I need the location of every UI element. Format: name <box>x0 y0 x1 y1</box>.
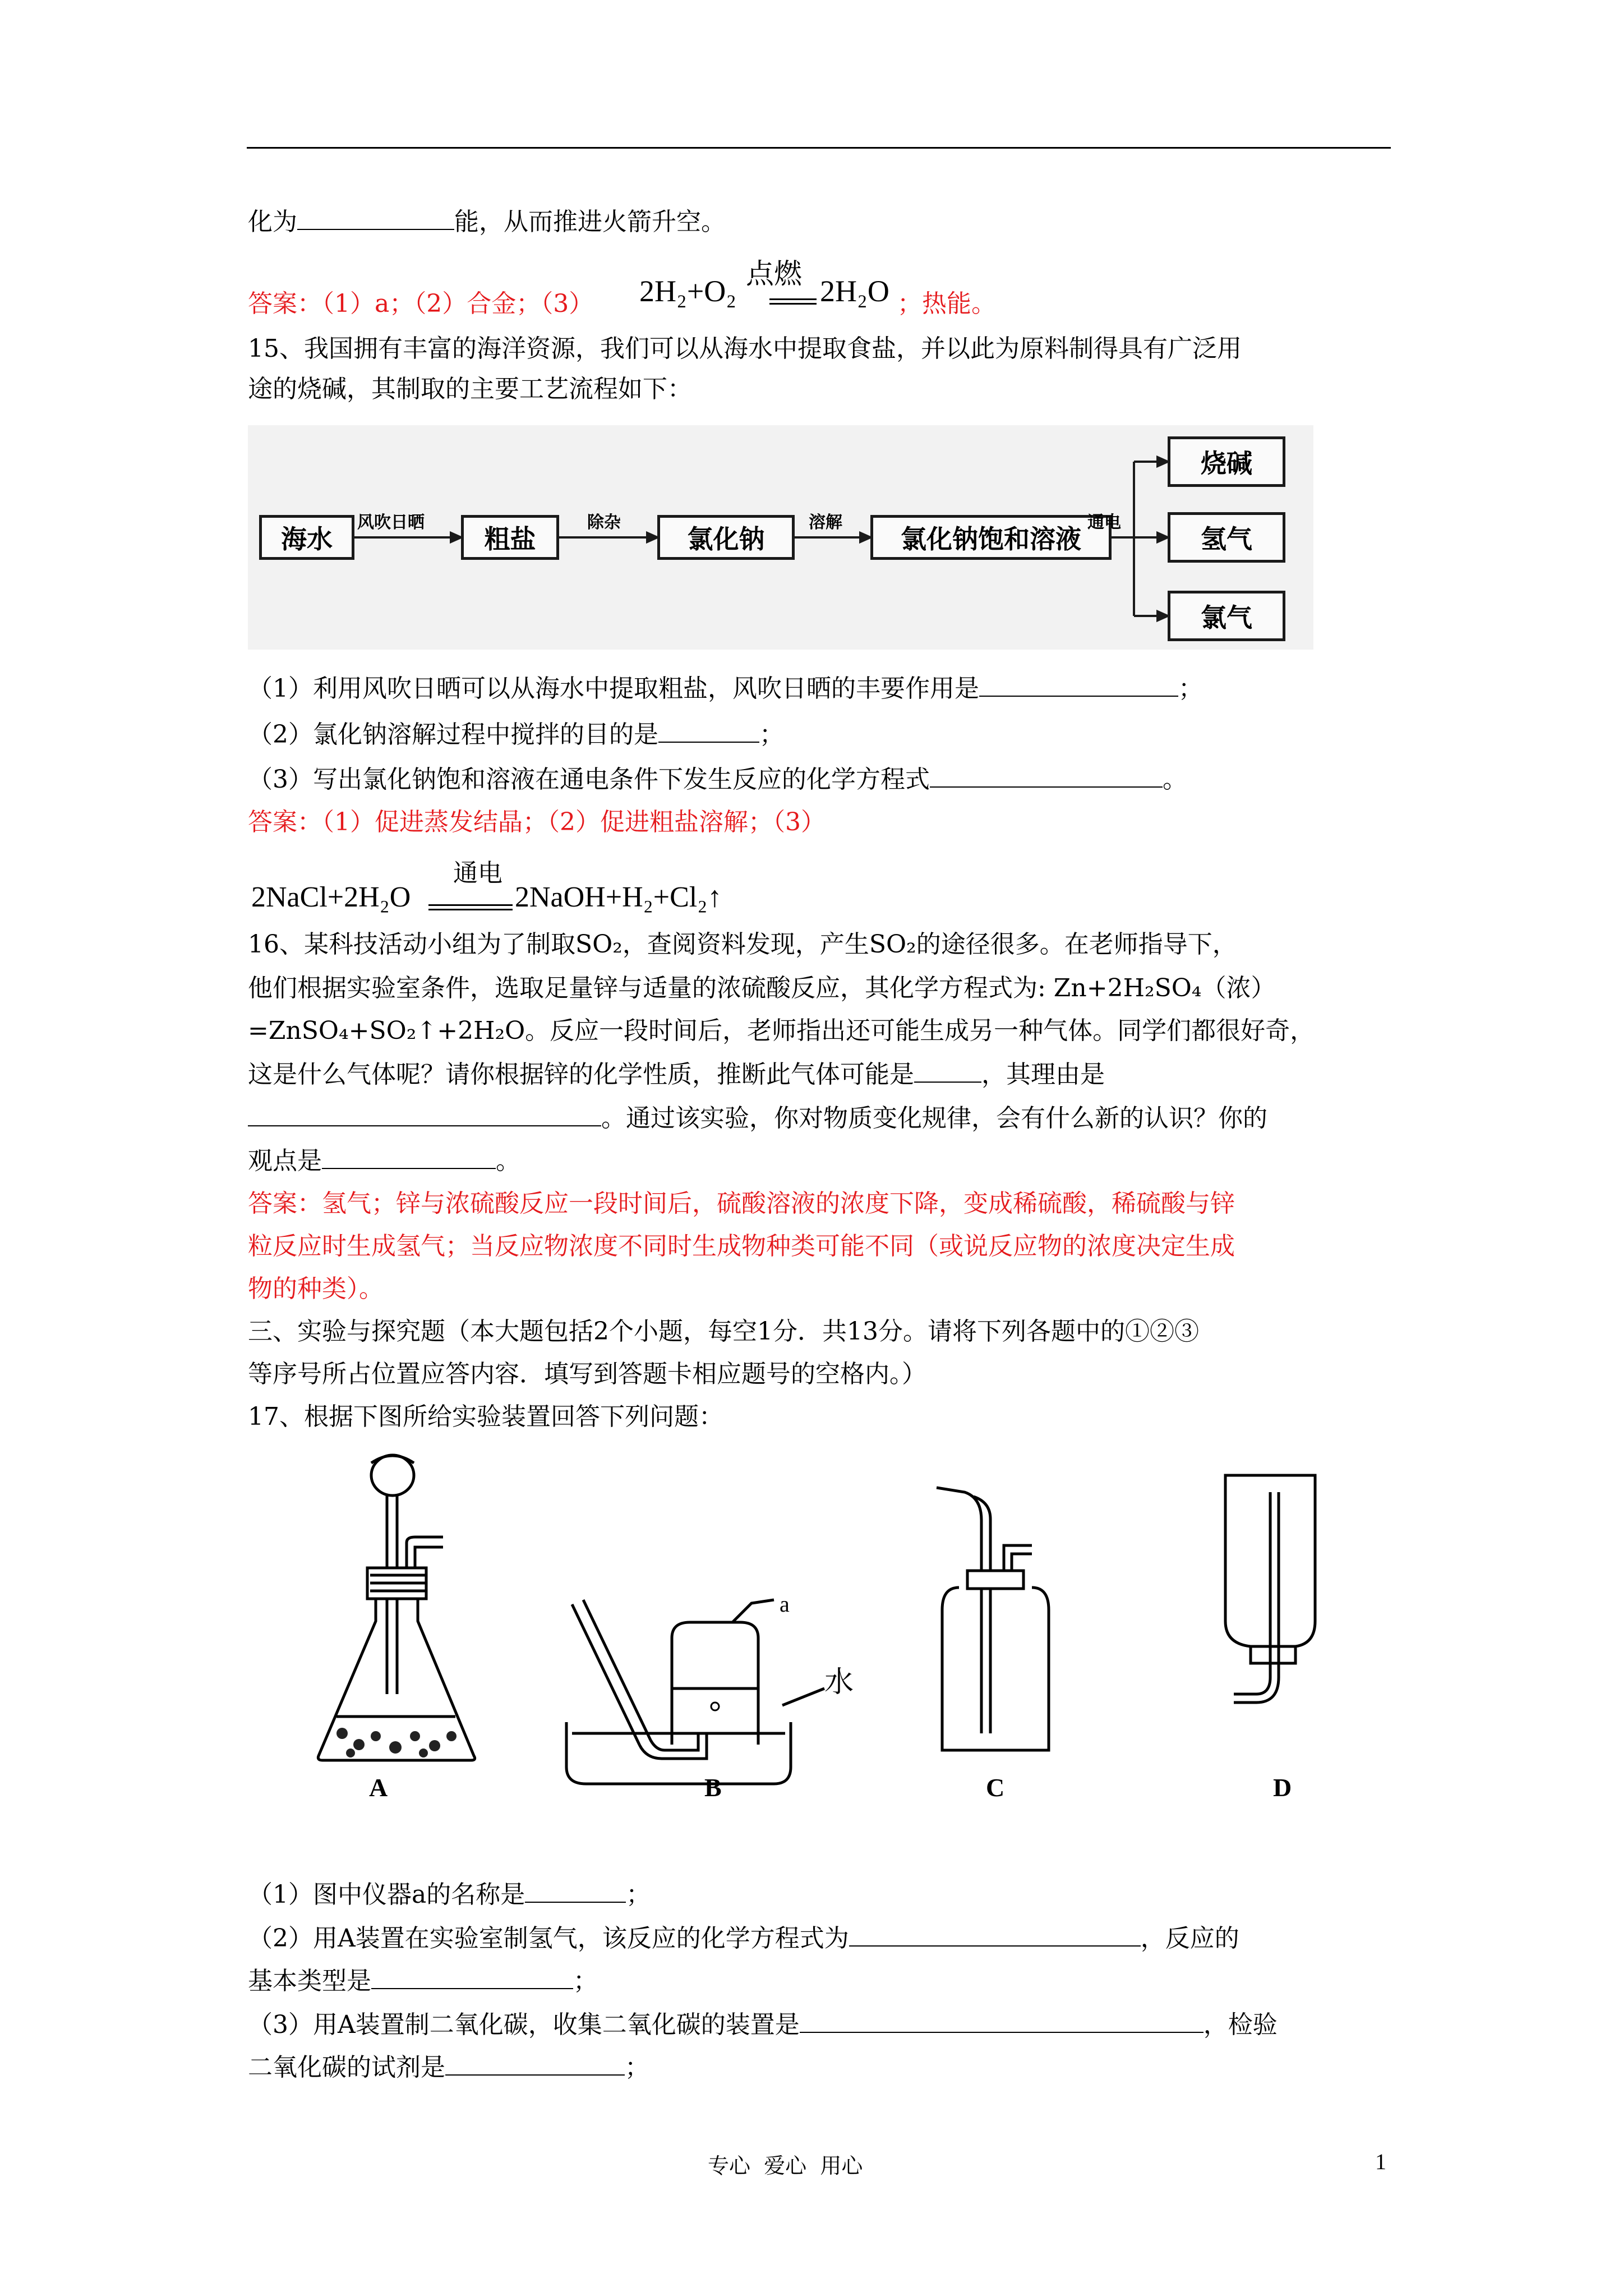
q16-line-1: 16、某科技活动小组为了制取SO₂，查阅资料发现，产生SO₂的途径很多。在老师指导下， <box>248 930 1237 959</box>
apparatus-label-water: 水 <box>824 1665 854 1699</box>
eq-right: 2H₂O <box>820 274 889 308</box>
flow-arrow-label-purify: 除杂 <box>587 513 621 532</box>
flow-arrow-label-sun-wind: 风吹日晒 <box>357 513 425 532</box>
q14-answer-tail: ；热能。 <box>897 289 996 318</box>
q16-answer-2: 粒反应时生成氢气；当反应物浓度不同时生成物种类可能不同（或说反应物的浓度决定生成 <box>248 1232 1235 1260</box>
apparatus-caption-A: A <box>369 1773 388 1802</box>
flow-box-nacl: 氯化钠 <box>657 515 795 560</box>
q14-answer: 答案：（1）a；（2）合金；（3） <box>248 289 594 318</box>
eq-condition: 通电 <box>453 859 502 887</box>
flow-arrows <box>248 425 1313 650</box>
eq-left: 2NaCl+2H₂O <box>251 881 411 913</box>
apparatus-caption-B: B <box>704 1773 722 1802</box>
q17-stem: 17、根据下图所给实验装置回答下列问题： <box>248 1402 723 1431</box>
q15-q3: （3）写出氯化钠饱和溶液在通电条件下发生反应的化学方程式 。 <box>248 765 1187 794</box>
flow-diagram <box>248 425 1313 650</box>
section3-line-2: 等序号所占位置应答内容．填写到答题卡相应题号的空格内。） <box>248 1360 926 1388</box>
q14-equation <box>639 251 909 313</box>
flow-arrow-label-dissolve: 溶解 <box>809 513 842 532</box>
q15-answer: 答案：（1）促进蒸发结晶；（2）促进粗盐溶解；（3） <box>248 808 826 836</box>
header-rule <box>247 147 1391 149</box>
flow-box-crude-salt: 粗盐 <box>461 515 559 560</box>
apparatus-label-a-item: a <box>780 1591 790 1617</box>
flow-output-chlorine: 氯气 <box>1168 591 1285 641</box>
flow-box-saturated-solution: 氯化钠饱和溶液 <box>870 515 1112 560</box>
apparatus-figure <box>303 1453 1357 1823</box>
q16-line-4: 这是什么气体呢？请你根据锌的化学性质，推断此气体可能是 ，其理由是 <box>248 1060 1105 1089</box>
q16-line-3: =ZnSO₄+SO₂↑+2H₂O。反应一段时间后，老师指出还可能生成另一种气体。同学们都很好奇， <box>248 1016 1315 1045</box>
q16-answer-3: 物的种类）。 <box>248 1274 384 1303</box>
apparatus-caption-C: C <box>986 1773 1005 1802</box>
page-number: 1 <box>1375 2149 1386 2174</box>
q16-line-2: 他们根据实验室条件，选取足量锌与适量的浓硫酸反应，其化学方程式为: Zn+2H₂SO₄（浓） <box>248 974 1276 1002</box>
q17-q2-line-1: （2）用A装置在实验室制氢气，该反应的化学方程式为 ，反应的 <box>248 1924 1239 1953</box>
flow-output-hydrogen: 氢气 <box>1168 512 1285 563</box>
q15-q2: （2）氯化钠溶解过程中搅拌的目的是 ； <box>248 720 784 749</box>
eq-right: 2NaOH+H₂+Cl₂↑ <box>515 881 722 913</box>
q17-q1: （1）图中仪器a的名称是 ； <box>248 1880 651 1909</box>
q14-tail: 化为 能，从而推进火箭升空。 <box>248 208 726 236</box>
q15-equation <box>251 853 812 920</box>
flow-arrow-label-electrolysis: 通电 <box>1087 513 1121 532</box>
flow-output-caustic-soda: 烧碱 <box>1168 436 1285 487</box>
apparatus-caption-D: D <box>1273 1773 1292 1802</box>
q15-stem-2: 途的烧碱，其制取的主要工艺流程如下： <box>248 375 692 403</box>
q15-q1: （1）利用风吹日晒可以从海水中提取粗盐，风吹日晒的丰要作用是 ； <box>248 674 1203 703</box>
flow-box-seawater: 海水 <box>259 515 354 560</box>
eq-condition: 点燃 <box>746 257 802 290</box>
q16-line-5: 。通过该实验，你对物质变化规律，会有什么新的认识？你的 <box>248 1103 1267 1133</box>
q17-q3-line-2: 二氧化碳的试剂是 ； <box>248 2053 649 2082</box>
q15-stem-1: 15、我国拥有丰富的海洋资源，我们可以从海水中提取食盐，并以此为原料制得具有广泛用 <box>248 334 1242 363</box>
q16-line-6: 观点是 。 <box>248 1147 520 1175</box>
q17-q3-line-1: （3）用A装置制二氧化碳，收集二氧化碳的装置是 ，检验 <box>248 2010 1278 2039</box>
footer-center: 专心 爱心 用心 <box>708 2154 863 2178</box>
section3-line-1: 三、实验与探究题（本大题包括2个小题，每空1分．共13分。请将下列各题中的①②③ <box>248 1317 1199 1346</box>
eq-left: 2H₂+O₂ <box>639 274 737 308</box>
q16-answer-1: 答案：氢气；锌与浓硫酸反应一段时间后，硫酸溶液的浓度下降，变成稀硫酸，稀硫酸与锌 <box>248 1189 1235 1218</box>
q17-q2-line-2: 基本类型是 ； <box>248 1967 598 1995</box>
